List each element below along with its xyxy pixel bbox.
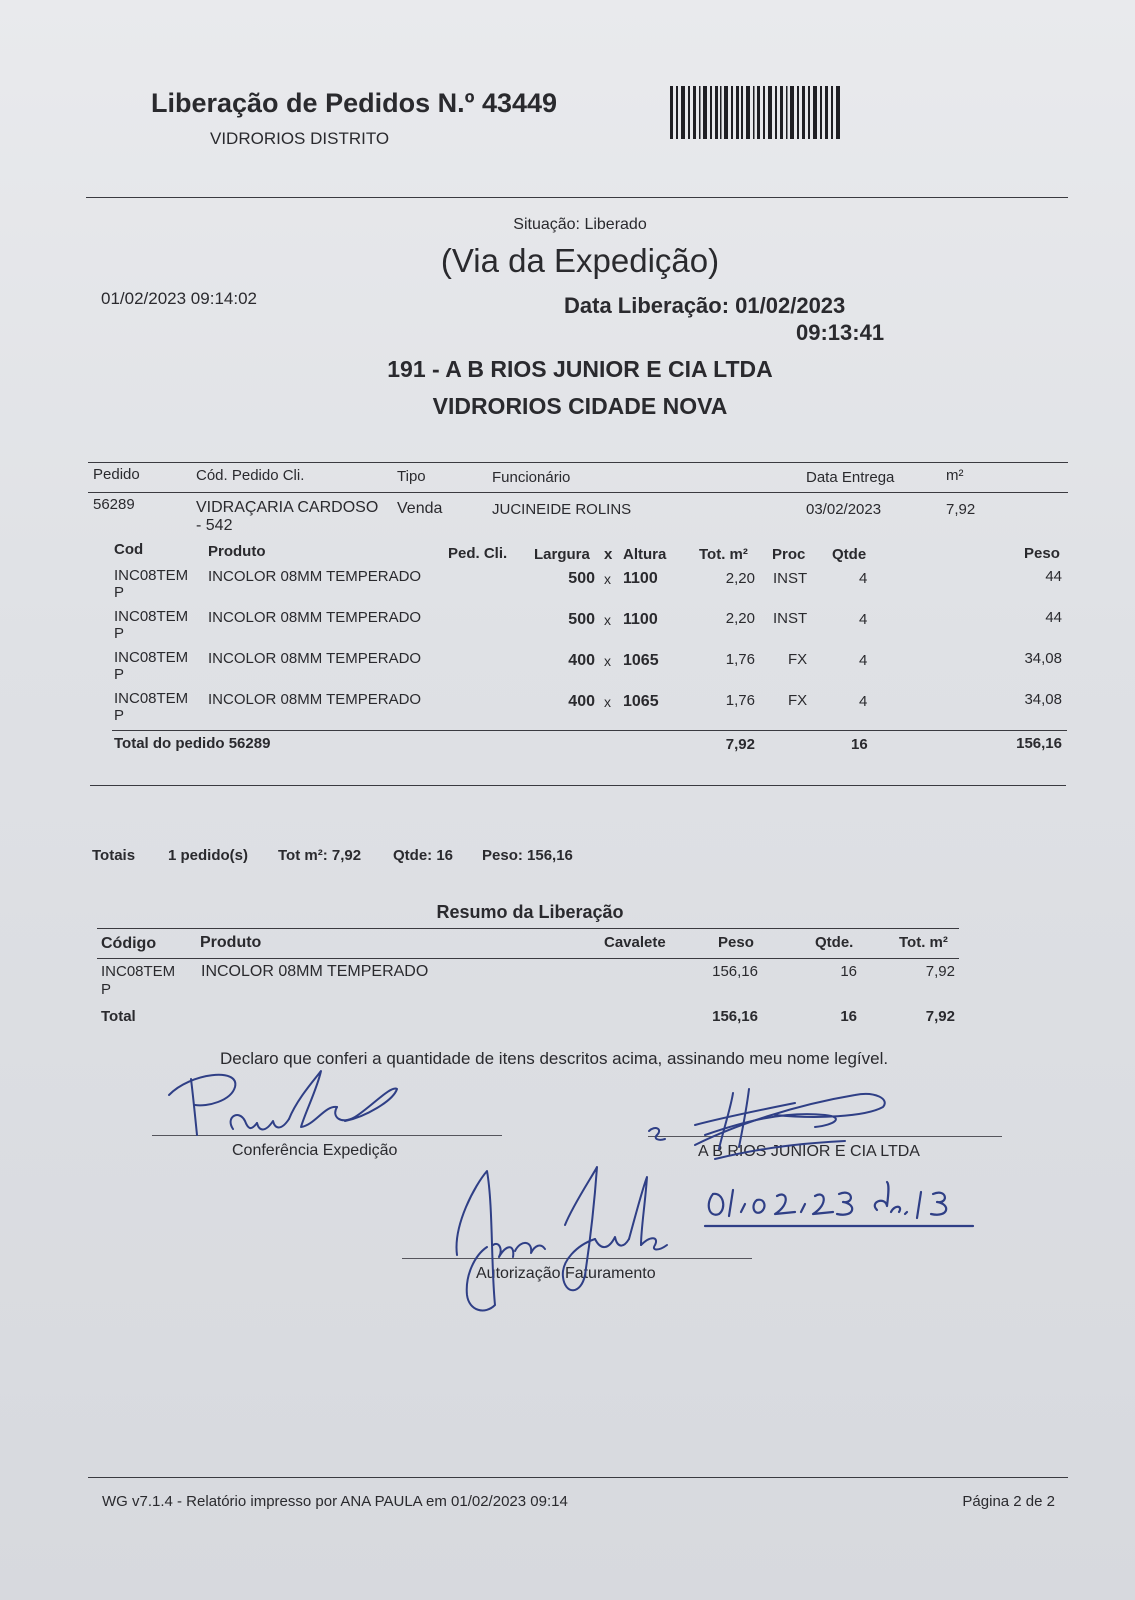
col-data-entrega: Data Entrega bbox=[806, 469, 895, 486]
handwritten-signature-client bbox=[645, 1085, 900, 1165]
item-qtde: 4 bbox=[859, 611, 868, 628]
document-title: Liberação de Pedidos N.º 43449 bbox=[151, 88, 558, 118]
declaration-text: Declaro que conferi a quantidade de itens descritos acima, assinando meu nome legível. bbox=[220, 1049, 889, 1068]
items-total-line bbox=[112, 730, 1067, 731]
item-peso: 44 bbox=[1045, 568, 1062, 585]
status-text: Situação: Liberado bbox=[513, 216, 647, 233]
footer-printed-by: WG v7.1.4 - Relatório impresso por ANA PAULA em 01/02/2023 09:14 bbox=[102, 1493, 568, 1510]
item-tot-m2: 1,76 bbox=[725, 692, 755, 709]
item-peso: 34,08 bbox=[1024, 650, 1062, 667]
handwritten-date bbox=[705, 1182, 990, 1234]
item-altura: 1065 bbox=[623, 693, 659, 710]
order-total-label: Total do pedido 56289 bbox=[114, 735, 271, 752]
items-col-produto: Produto bbox=[208, 543, 266, 560]
item-produto: INCOLOR 08MM TEMPERADO bbox=[208, 691, 422, 708]
item-largura: 500 bbox=[568, 570, 595, 587]
item-cod: INC08TEM bbox=[114, 608, 189, 625]
totals-m2: Tot m²: 7,92 bbox=[278, 847, 362, 864]
signature-label-conferencia: Conferência Expedição bbox=[232, 1142, 398, 1159]
order-cod-line2: - 542 bbox=[196, 517, 233, 534]
summary-produto: INCOLOR 08MM TEMPERADO bbox=[201, 963, 429, 980]
totals-label: Totais bbox=[92, 847, 136, 864]
item-largura: 400 bbox=[568, 652, 595, 669]
item-cod: INC08TEM bbox=[114, 567, 189, 584]
order-total-peso: 156,16 bbox=[1016, 735, 1062, 752]
summary-top-line bbox=[97, 928, 959, 929]
header-divider bbox=[86, 197, 1068, 198]
summary-col-produto: Produto bbox=[200, 934, 262, 951]
item-peso: 34,08 bbox=[1024, 691, 1062, 708]
summary-tot-m2: 7,92 bbox=[925, 963, 955, 980]
col-m2: m² bbox=[946, 467, 964, 484]
summary-total-label: Total bbox=[101, 1008, 136, 1025]
col-pedido: Pedido bbox=[93, 466, 140, 483]
handwritten-signature-paulo bbox=[165, 1065, 410, 1150]
items-col-peso: Peso bbox=[1024, 545, 1060, 562]
summary-header-line bbox=[97, 958, 959, 959]
item-qtde: 4 bbox=[859, 570, 868, 587]
item-cod-suffix: P bbox=[114, 666, 125, 683]
item-largura: 500 bbox=[568, 611, 595, 628]
summary-peso: 156,16 bbox=[712, 963, 758, 980]
summary-total-qtde: 16 bbox=[840, 1008, 857, 1025]
item-cod: INC08TEM bbox=[114, 649, 189, 666]
items-col-ped-cli: Ped. Cli. bbox=[448, 545, 508, 562]
release-date: Data Liberação: 01/02/2023 bbox=[564, 293, 846, 318]
summary-col-codigo: Código bbox=[101, 935, 157, 952]
signature-label-autorizacao: Autorização Faturamento bbox=[476, 1265, 656, 1282]
col-funcionario: Funcionário bbox=[492, 469, 571, 486]
summary-total-peso: 156,16 bbox=[712, 1008, 758, 1025]
item-produto: INCOLOR 08MM TEMPERADO bbox=[208, 568, 422, 585]
order-header-line bbox=[88, 492, 1068, 493]
summary-col-tot-m2: Tot. m² bbox=[899, 934, 948, 951]
item-produto: INCOLOR 08MM TEMPERADO bbox=[208, 650, 422, 667]
item-produto: INCOLOR 08MM TEMPERADO bbox=[208, 609, 422, 626]
order-funcionario: JUCINEIDE ROLINS bbox=[492, 501, 632, 518]
footer-divider bbox=[88, 1477, 1068, 1478]
item-tot-m2: 2,20 bbox=[725, 570, 755, 587]
item-x: x bbox=[604, 612, 611, 628]
item-qtde: 4 bbox=[859, 652, 868, 669]
item-x: x bbox=[604, 653, 611, 669]
item-largura: 400 bbox=[568, 693, 595, 710]
items-col-x: x bbox=[604, 546, 613, 563]
items-col-cod: Cod bbox=[114, 541, 144, 558]
order-pedido: 56289 bbox=[93, 496, 135, 513]
item-cod-suffix: P bbox=[114, 625, 125, 642]
item-cod-suffix: P bbox=[114, 707, 125, 724]
item-cod-suffix: P bbox=[114, 584, 125, 601]
summary-title: Resumo da Liberação bbox=[436, 902, 624, 922]
item-altura: 1065 bbox=[623, 652, 659, 669]
company-name: VIDRORIOS DISTRITO bbox=[210, 129, 390, 148]
summary-col-qtde: Qtde. bbox=[815, 934, 854, 951]
col-cod-pedido-cli: Cód. Pedido Cli. bbox=[196, 467, 305, 484]
order-tipo: Venda bbox=[397, 500, 443, 517]
totals-pedidos: 1 pedido(s) bbox=[168, 847, 249, 864]
summary-codigo-suffix: P bbox=[101, 981, 112, 998]
order-m2: 7,92 bbox=[946, 501, 976, 518]
item-qtde: 4 bbox=[859, 693, 868, 710]
order-data-entrega: 03/02/2023 bbox=[806, 501, 882, 518]
barcode-icon bbox=[670, 86, 845, 141]
items-col-largura: Largura bbox=[534, 546, 590, 563]
item-proc: FX bbox=[788, 692, 808, 709]
order-cod-line1: VIDRAÇARIA CARDOSO bbox=[196, 499, 379, 516]
totals-qtde: Qtde: 16 bbox=[393, 847, 454, 864]
col-tipo: Tipo bbox=[397, 468, 426, 485]
summary-col-cavalete: Cavalete bbox=[604, 934, 666, 951]
via-title: (Via da Expedição) bbox=[440, 242, 720, 279]
item-x: x bbox=[604, 694, 611, 710]
client-store: VIDRORIOS CIDADE NOVA bbox=[432, 393, 728, 419]
item-x: x bbox=[604, 571, 611, 587]
item-peso: 44 bbox=[1045, 609, 1062, 626]
summary-codigo: INC08TEM bbox=[101, 963, 176, 980]
order-table-top-line bbox=[88, 462, 1068, 463]
item-altura: 1100 bbox=[623, 611, 658, 628]
footer-page-number: Página 2 de 2 bbox=[962, 1493, 1055, 1510]
item-proc: FX bbox=[788, 651, 808, 668]
summary-qtde: 16 bbox=[840, 963, 857, 980]
item-tot-m2: 1,76 bbox=[725, 651, 755, 668]
item-proc: INST bbox=[773, 570, 808, 587]
order-table-bottom-line bbox=[90, 785, 1066, 786]
release-time: 09:13:41 bbox=[796, 320, 885, 345]
totals-peso: Peso: 156,16 bbox=[482, 847, 573, 864]
items-col-proc: Proc bbox=[772, 546, 806, 563]
item-cod: INC08TEM bbox=[114, 690, 189, 707]
summary-col-peso: Peso bbox=[718, 934, 754, 951]
items-col-tot-m2: Tot. m² bbox=[699, 546, 748, 563]
items-col-qtde: Qtde bbox=[832, 546, 867, 563]
signature-label-client: A B RIOS JUNIOR E CIA LTDA bbox=[698, 1143, 920, 1160]
print-datetime: 01/02/2023 09:14:02 bbox=[101, 289, 257, 308]
handwritten-signature-ana-paula bbox=[445, 1165, 675, 1325]
item-proc: INST bbox=[773, 610, 808, 627]
item-altura: 1100 bbox=[623, 570, 658, 587]
summary-total-m2: 7,92 bbox=[925, 1008, 955, 1025]
order-total-m2: 7,92 bbox=[725, 736, 755, 753]
items-col-altura: Altura bbox=[623, 546, 667, 563]
client-name: 191 - A B RIOS JUNIOR E CIA LTDA bbox=[387, 356, 773, 382]
order-total-qtde: 16 bbox=[851, 736, 868, 753]
item-tot-m2: 2,20 bbox=[725, 610, 755, 627]
